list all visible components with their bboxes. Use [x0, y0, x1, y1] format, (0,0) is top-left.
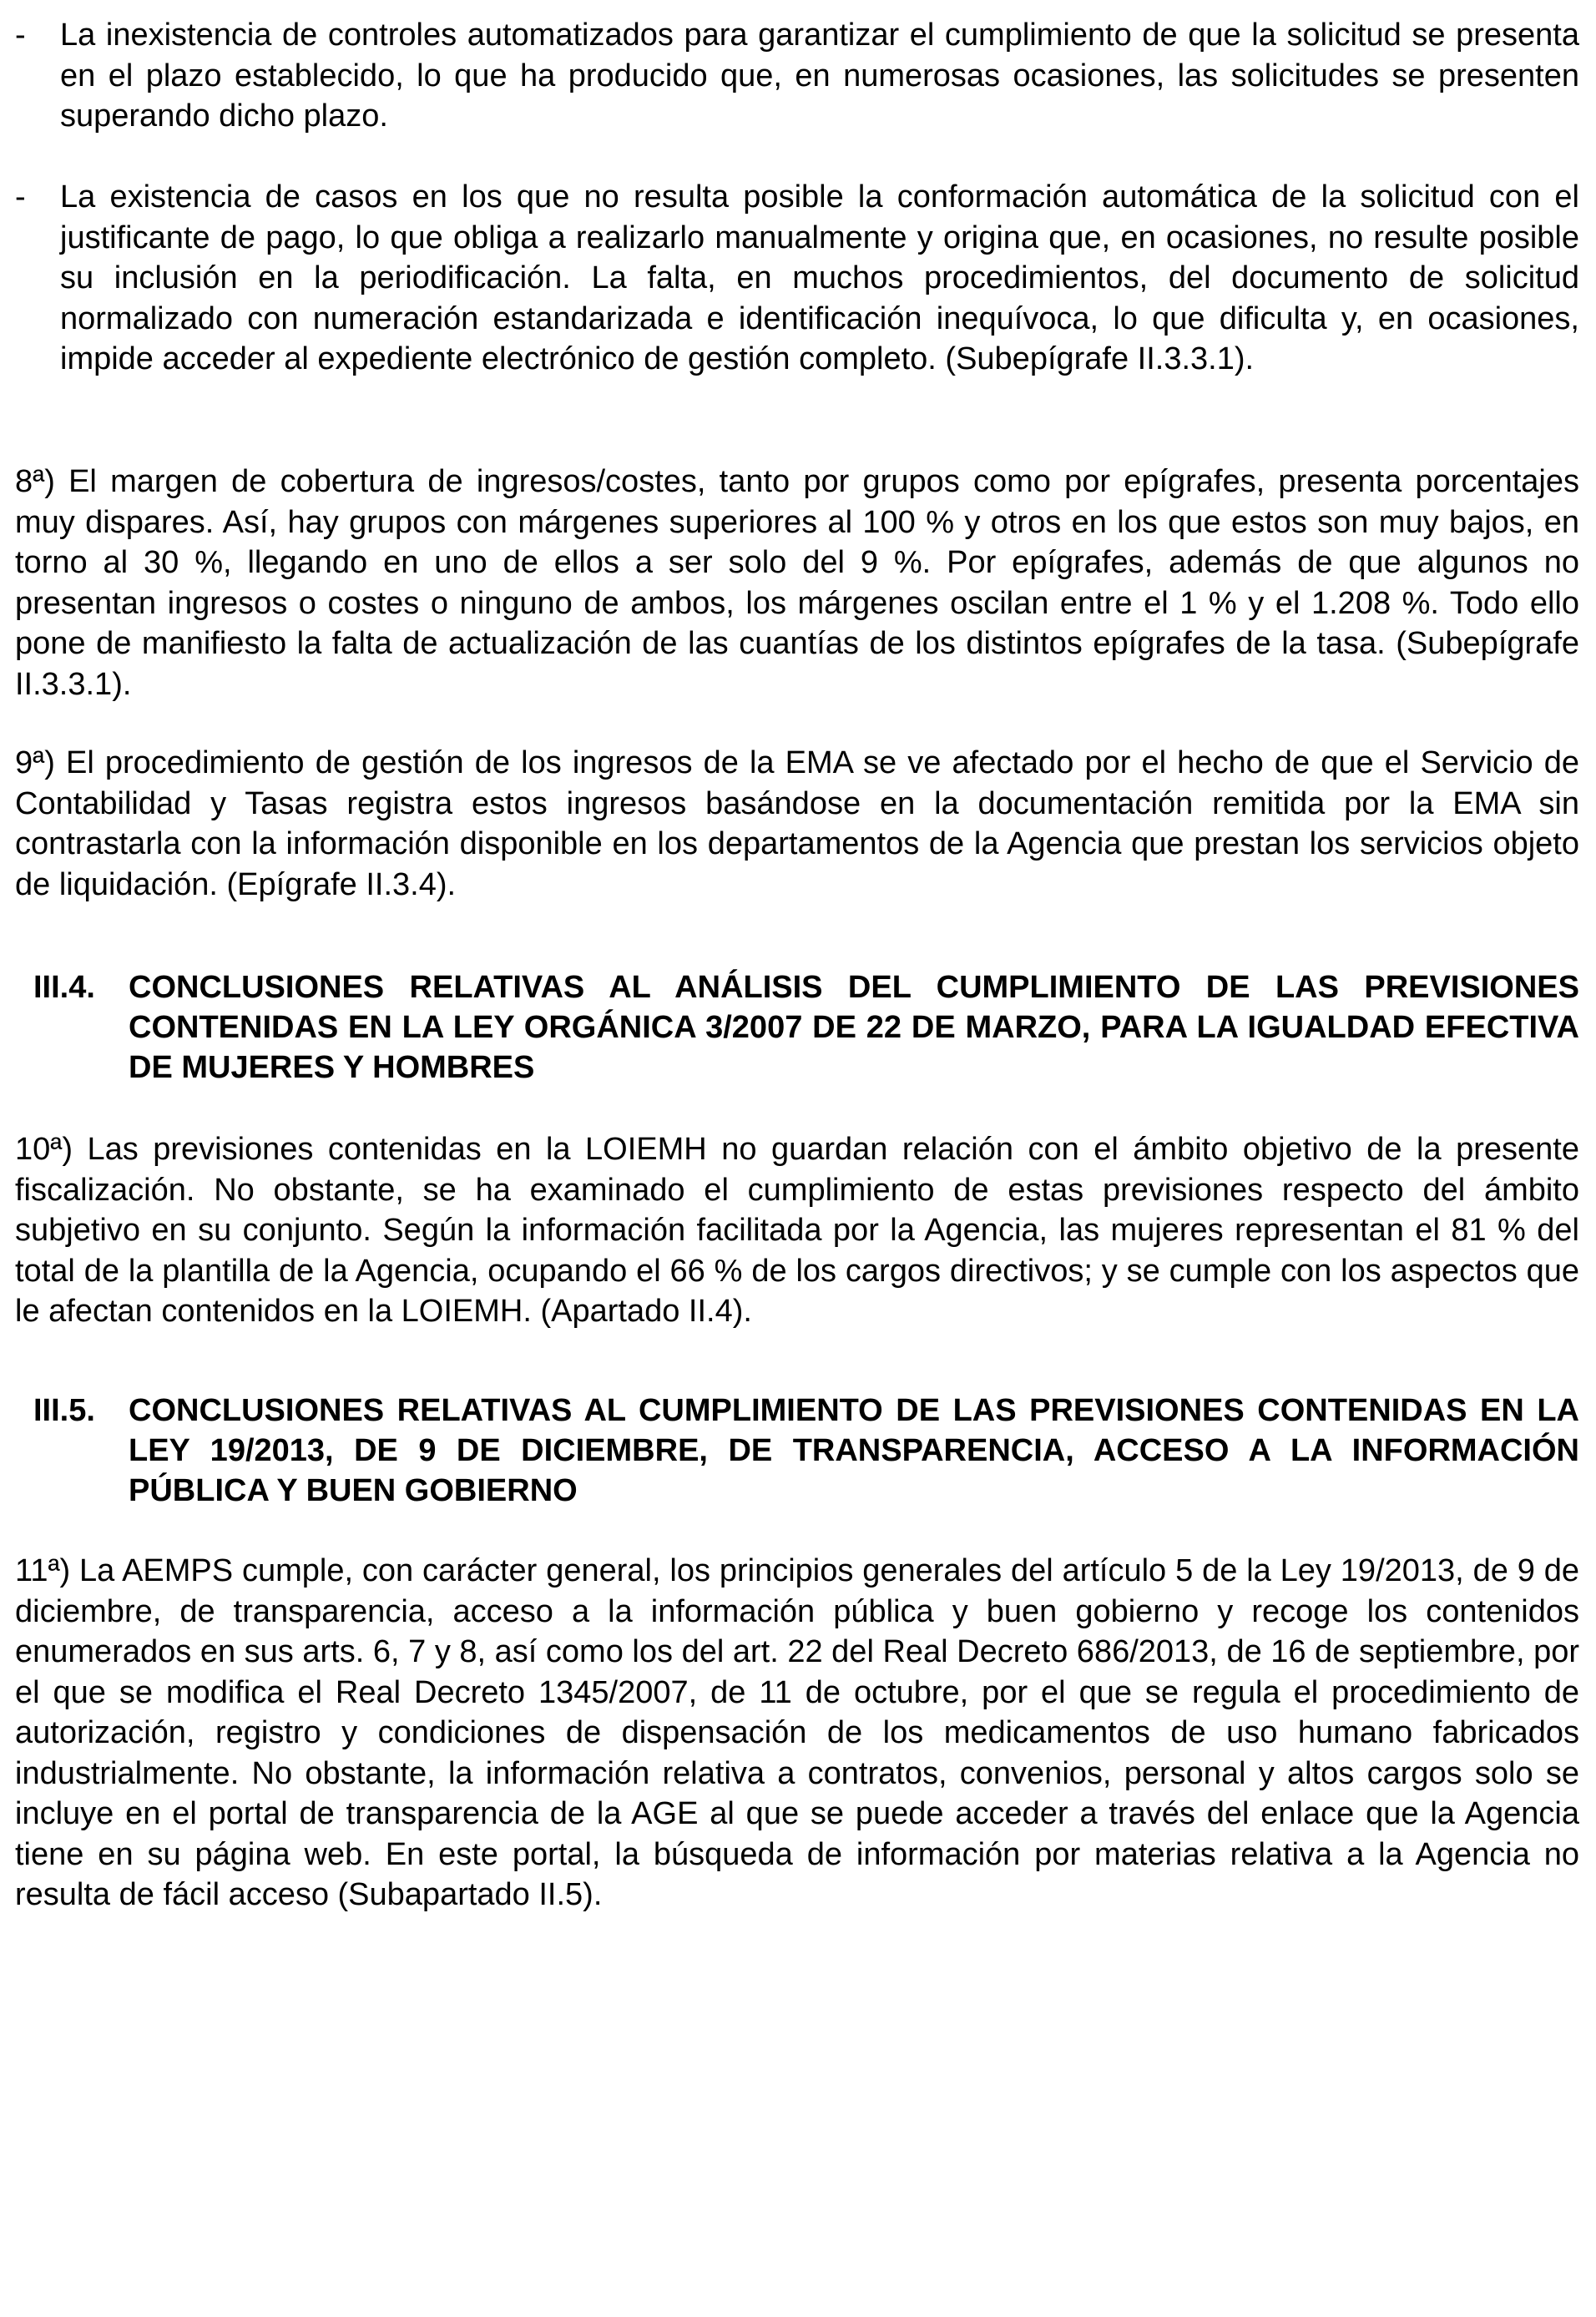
conclusion-paragraph-9: 9ª) El procedimiento de gestión de los ingresos de la EMA se ve afectado por el hecho de que el Servicio de Contabilidad y Tasas registra estos ingresos basándose en la documentación remitida por la EMA sin contrastarla con la información disponible en los departamentos de la Agencia que prestan los servicios objeto de liquidación. (Epígrafe II.3.4).: [15, 745, 1579, 902]
section-number: III.4.: [33, 970, 95, 1005]
bullet-marker: -: [15, 179, 26, 215]
conclusion-paragraph-11: 11ª) La AEMPS cumple, con carácter general, los principios generales del artículo 5 de la Ley 19/2013, de 9 de diciembre, de transparencia, acceso a la información pública y buen gobierno y recoge los contenidos enumerados en sus arts. 6, 7 y 8, así como los del art. 22 del Real Decreto 686/2013, de 16 de septiembre, por el que se modifica el Real Decreto 1345/2007, de 11 de octubre, por el que se regula el procedimiento de autorización, registro y condiciones de dispensación de los medicamentos de uso humano fabricados industrialmente. No obstante, la información relativa a contratos, convenios, personal y altos cargos solo se incluye en el portal de transparencia de la AGE al que se puede acceder a través del enlace que la Agencia tiene en su página web. En este portal, la búsqueda de información por materias relativa a la Agencia no resulta de fácil acceso (Subapartado II.5).: [15, 1553, 1579, 1912]
section-number: III.5.: [33, 1393, 95, 1428]
section-title: CONCLUSIONES RELATIVAS AL ANÁLISIS DEL CUMPLIMIENTO DE LAS PREVISIONES CONTENIDAS EN LA LEY ORGÁNICA 3/2007 DE 22 DE MARZO, PARA LA IGUALDAD EFECTIVA DE MUJERES Y HOMBRES: [129, 970, 1579, 1085]
conclusion-paragraph-8: 8ª) El margen de cobertura de ingresos/costes, tanto por grupos como por epígrafes, presenta porcentajes muy dispares. Así, hay grupos con márgenes superiores al 100 % y otros en los que estos son muy bajos, en torno al 30 %, llegando en uno de ellos a ser solo del 9 %. Por epígrafes, además de que algunos no presentan ingresos o costes o ninguno de ambos, los márgenes oscilan entre el 1 % y el 1.208 %. Todo ello pone de manifiesto la falta de actualización de las cuantías de los distintos epígrafes de la tasa. (Subepígrafe II.3.3.1).: [15, 464, 1579, 702]
conclusion-paragraph-10: 10ª) Las previsiones contenidas en la LOIEMH no guardan relación con el ámbito objetivo de la presente fiscalización. No obstante, se ha examinado el cumplimiento de estas previsiones respecto del ámbito subjetivo en su conjunto. Según la información facilitada por la Agencia, las mujeres representan el 81 % del total de la plantilla de la Agencia, ocupando el 66 % de los cargos directivos; y se cumple con los aspectos que le afectan contenidos en la LOIEMH. (Apartado II.4).: [15, 1132, 1579, 1329]
bullet-text: La existencia de casos en los que no resulta posible la conformación automática de la solicitud con el justificante de pago, lo que obliga a realizarlo manualmente y origina que, en ocasiones, no resulte posible su inclusión en la periodificación. La falta, en muchos procedimientos, del documento de solicitud normalizado con numeración estandarizada e identificación inequívoca, lo que dificulta y, en ocasiones, impide acceder al expediente electrónico de gestión completo. (Subepígrafe II.3.3.1).: [60, 179, 1579, 376]
section-title: CONCLUSIONES RELATIVAS AL CUMPLIMIENTO DE LAS PREVISIONES CONTENIDAS EN LA LEY 19/2013, DE 9 DE DICIEMBRE, DE TRANSPARENCIA, ACCESO A LA INFORMACIÓN PÚBLICA Y BUEN GOBIERNO: [129, 1393, 1579, 1508]
bullet-text: La inexistencia de controles automatizados para garantizar el cumplimiento de que la solicitud se presenta en el plazo establecido, lo que ha producido que, en numerosas ocasiones, las solicitudes se presenten superando dicho plazo.: [60, 18, 1579, 134]
bullet-marker: -: [15, 18, 26, 53]
